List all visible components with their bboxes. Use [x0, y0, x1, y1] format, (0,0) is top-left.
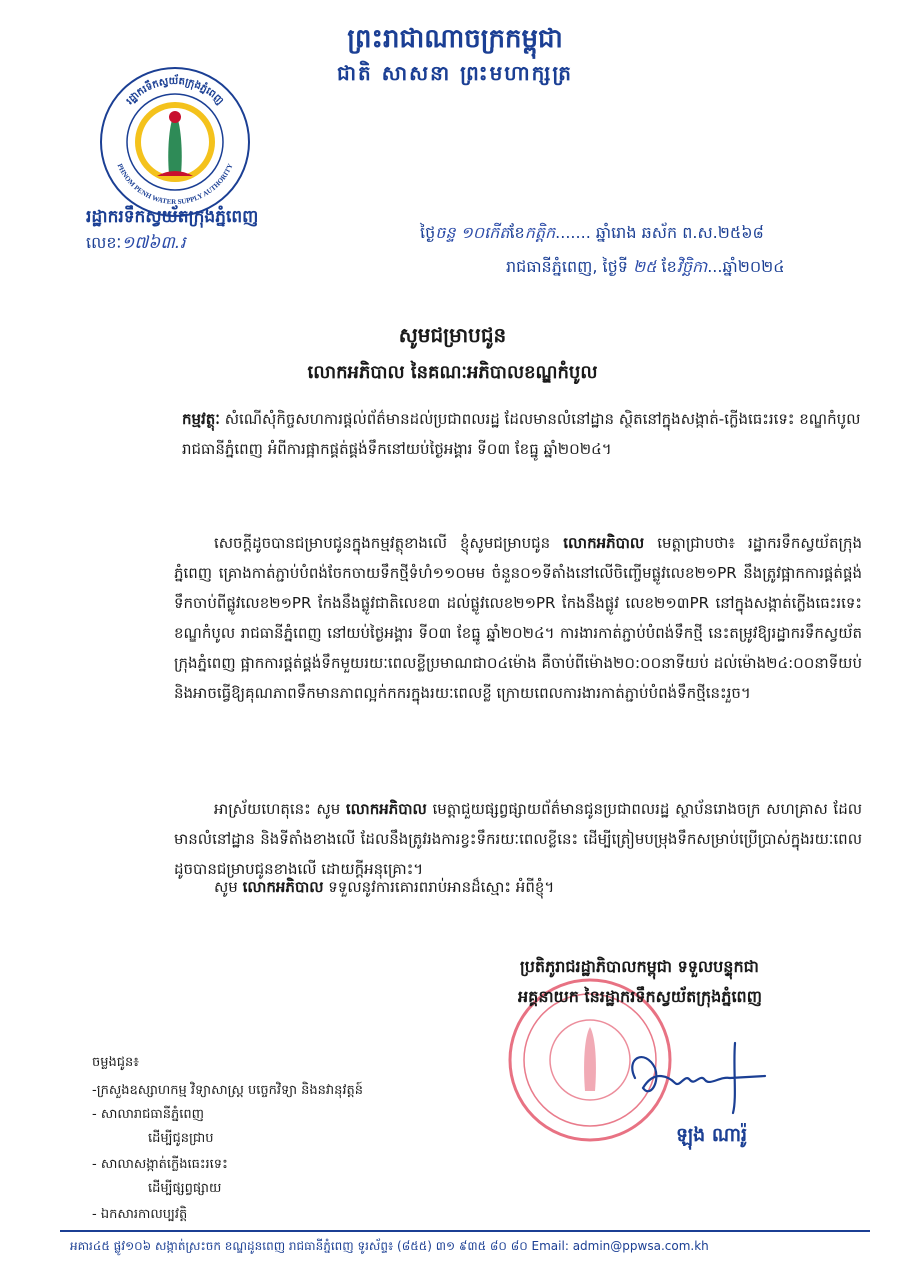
- footer-divider: [60, 1230, 870, 1232]
- body-paragraph-3: [214, 872, 554, 902]
- solar-day: ២៥: [632, 257, 657, 276]
- logo-khmer-ring: រដ្ឋាករទឹកស្វយ័តក្រុងភ្នំពេញ: [124, 75, 226, 107]
- lunar-day: ចន្ទ ១០កើត: [435, 223, 510, 242]
- sender-org-name: រដ្ឋាករទឹកស្វយ័តក្រុងភ្នំពេញ: [86, 207, 259, 227]
- kingdom-heading: ព្រះរាជាណាចក្រកម្ពុជា: [347, 24, 563, 54]
- lunar-date: ថ្ងៃចន្ទ ១០កើតខែកត្តិក....... ឆ្នាំរោង ឆស័ក ព.ស.២៥៦៨: [420, 223, 764, 242]
- lunar-prefix: ថ្ងៃ: [420, 223, 436, 242]
- p1-text-b: មេត្តាជ្រាបថា៖ រដ្ឋាករទឹកស្វយ័តក្រុងភ្នំពេញ គ្រោងកាត់ភ្ជាប់បំពង់ចែកចាយទឹកថ្មីទំហំ១១០មម ចំនួន០១ទីតាំងនៅលើចិញ្ចើមផ្លូវលេខ២១PR នឹងត្រូវផ្អាកការផ្គត់ផ្គង់ទឹកចាប់ពីផ្លូវលេខ២១PR កែងនឹងផ្លូវជាតិលេខ៣ ដល់ផ្លូវលេខ២១PR កែងនឹងផ្លូវ លេខ២១៣PR នៅក្នុងសង្កាត់ក្លើងធេះរទេះ ខណ្ឌកំបូល រាជធានីភ្នំពេញ នៅយប់ថ្ងៃអង្គារ ទី០៣ ខែធ្នូ ឆ្នាំ២០២៤។ ការងារកាត់ភ្ជាប់បំពង់ទឹកថ្មី នេះតម្រូវឱ្យរដ្ឋាករទឹកស្វយ័តក្រុងភ្នំពេញ ផ្អាកការផ្គត់ផ្គង់ទឹកមួយរយៈពេលខ្លីប្រមាណជា០៤ម៉ោង គឺចាប់ពីម៉ោង២០:០០នាទីយប់ ដល់ម៉ោង២៤:០០នាទីយប់ និងអាចធ្វើឱ្យគុណភាពទឹកមានភាពល្អក់កករក្នុងរយៈពេលខ្លី ក្រោយពេលការងារកាត់ភ្ជាប់បំពង់ទឹកថ្មីនេះរួច។: [174, 534, 862, 702]
- cc-title: ចម្លងជូន៖: [92, 1055, 139, 1070]
- cc-item: - ឯកសារកាលប្បវត្តិ: [92, 1207, 188, 1222]
- lunar-year: ឆ្នាំរោង ឆស័ក ព.ស.២៥៦៨: [595, 223, 764, 242]
- p3-text-a: សូម: [214, 878, 243, 896]
- lunar-month-label: ខែ: [509, 223, 525, 242]
- letter-title: សូមជម្រាបជូន: [398, 323, 507, 347]
- solar-month: វិច្ឆិកា: [676, 257, 708, 276]
- cc-item: - សាលាសង្កាត់ក្លើងធេះរទេះ: [92, 1157, 228, 1172]
- subject-label: កម្មវត្ថុៈ: [182, 410, 220, 428]
- cc-item-note: ដើម្បីផ្សព្វផ្សាយ: [148, 1181, 222, 1196]
- signature-title-line-2: អគ្គនាយក នៃរដ្ឋាករទឹកស្វយ័តក្រុងភ្នំពេញ: [518, 987, 762, 1006]
- p3-text-b: ទទួលនូវការគោរពរាប់អានដ៏ស្មោះ អំពីខ្ញុំ។: [323, 878, 555, 896]
- solar-date: រាជធានីភ្នំពេញ, ថ្ងៃទី ២៥ ខែវិច្ឆិកា...ឆ្នាំ២០២៤: [506, 257, 785, 276]
- signature-title-line-1: ប្រតិភូរាជរដ្ឋាភិបាលកម្ពុជា ទទួលបន្ទុកជា: [520, 957, 759, 976]
- subject-text: សំណើសុំកិច្ចសហការផ្ដល់ព័ត៌មានដល់ប្រជាពលរដ្ឋ ដែលមានលំនៅដ្ឋាន ស្ថិតនៅក្នុងសង្កាត់-ក្លើងធេះរទេះ ខណ្ឌកំបូល រាជធានីភ្នំពេញ អំពីការផ្អាកផ្គត់ផ្គង់ទឹកនៅយប់ថ្ងៃអង្គារ ទី០៣ ខែធ្នូ ឆ្នាំ២០២៤។: [182, 410, 861, 458]
- footer-address: អគារ៤៥ ផ្លូវ១០៦ សង្កាត់ស្រះចក ខណ្ឌដូនពេញ រាជធានីភ្នំពេញ ទូរស័ព្ទ៖ (៨៥៥) ៣១ ៩៣៥ ៨០ ៨០ Email: admin@ppwsa.com.kh: [70, 1239, 709, 1253]
- reference-label: លេខៈ: [86, 233, 122, 252]
- p1-bold: លោកអភិបាល: [563, 534, 645, 552]
- cc-item: -ក្រសួងឧស្សាហកម្ម វិទ្យាសាស្ត្រ បច្ចេកវិទ្យា និងនវានុវត្តន៍: [92, 1083, 364, 1098]
- p2-bold: លោកអភិបាល: [345, 800, 427, 818]
- p2-text-a: អាស្រ័យហេតុនេះ សូម: [214, 800, 346, 818]
- reference-number: [86, 232, 186, 257]
- body-paragraph-1: [174, 528, 862, 708]
- body-paragraph-2: [174, 794, 862, 884]
- solar-year: ឆ្នាំ២០២៤: [722, 257, 785, 276]
- handwritten-signature: [615, 1028, 775, 1118]
- letter-recipient: លោកអភិបាល នៃគណៈអភិបាលខណ្ឌកំបូល: [307, 362, 598, 383]
- p3-bold: លោកអភិបាល: [242, 878, 324, 896]
- p2-text-b: មេត្តាជួយផ្សព្វផ្សាយព័ត៌មានជូនប្រជាពលរដ្ឋ ស្ថាប័នរោងចក្រ សហគ្រាស ដែលមានលំនៅដ្ឋាន និងទីតាំងខាងលើ ដែលនឹងត្រូវរងការខ្វះទឹករយៈពេលខ្លីនេះ ដើម្បីត្រៀមបម្រុងទឹកសម្រាប់ប្រើប្រាស់ក្នុងរយៈពេលដូចបានជម្រាបជូនខាងលើ ដោយក្ដីអនុគ្រោះ។: [174, 800, 862, 878]
- national-motto: ជាតិ សាសនា ព្រះមហាក្សត្រ: [337, 61, 573, 85]
- signer-name: ឡុង ណារ៉ូ: [676, 1124, 748, 1146]
- lunar-month: កត្តិក: [524, 223, 556, 242]
- solar-month-label: ខែ: [661, 257, 677, 276]
- reference-value: ១៧៦៣.រ: [121, 233, 186, 253]
- cc-item-note: ដើម្បីជូនជ្រាប: [148, 1131, 214, 1146]
- cc-item: - សាលារាជធានីភ្នំពេញ: [92, 1107, 204, 1122]
- ppwsa-logo: [95, 62, 255, 222]
- solar-prefix: រាជធានីភ្នំពេញ, ថ្ងៃទី: [506, 257, 628, 276]
- subject-block: [182, 404, 862, 464]
- logo-english-ring: PHNOM PENH WATER SUPPLY AUTHORITY: [115, 162, 235, 207]
- p1-text-a: សេចក្ដីដូចបានជម្រាបជូនក្នុងកម្មវត្ថុខាងលើ ខ្ញុំសូមជម្រាបជូន: [214, 534, 564, 552]
